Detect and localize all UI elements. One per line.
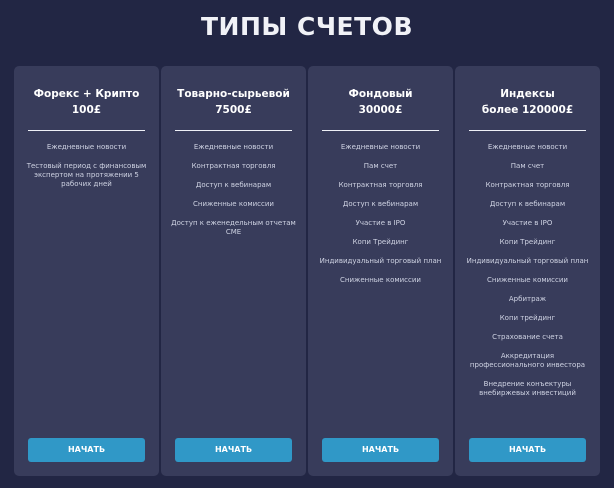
feature-item: Участие в IPO [502, 219, 553, 227]
feature-item: Контрактная торговля [338, 181, 423, 189]
feature-list [316, 143, 445, 295]
card-heading [455, 86, 600, 118]
feature-item: Доступ к вебинарам [489, 200, 566, 208]
feature-item: Сниженные комиссии [193, 200, 274, 208]
feature-list [22, 143, 151, 199]
feature-item: Ежедневные новости [487, 143, 568, 151]
feature-item: Участие в IPO [355, 219, 406, 227]
start-button[interactable]: НАЧАТЬ [28, 438, 145, 462]
feature-item: Копи трейдинг [499, 314, 556, 322]
card-name: Форекс + Крипто [33, 88, 140, 100]
feature-item: Доступ к вебинарам [342, 200, 419, 208]
card-price: 30000£ [358, 104, 403, 116]
start-button[interactable]: НАЧАТЬ [322, 438, 439, 462]
feature-item: Страхование счета [492, 333, 563, 341]
feature-item: Ежедневные новости [340, 143, 421, 151]
card-name: Товарно-сырьевой [177, 88, 290, 100]
feature-item: Индивидуальный торговый план [319, 257, 442, 265]
card-price: 100£ [71, 104, 102, 116]
account-card-commodity [161, 66, 306, 476]
feature-list [169, 143, 298, 247]
card-price: более 120000£ [481, 104, 574, 116]
feature-item: Индивидуальный торговый план [466, 257, 589, 265]
feature-item: Ежедневные новости [193, 143, 274, 151]
feature-item: Копи Трейдинг [499, 238, 556, 246]
feature-list [463, 143, 592, 408]
card-divider [322, 130, 439, 131]
feature-item: Пам счет [363, 162, 398, 170]
account-card-stock [308, 66, 453, 476]
feature-item: Аккредитация профессионального инвестора [469, 352, 586, 369]
start-button[interactable]: НАЧАТЬ [175, 438, 292, 462]
feature-item: Доступ к еженедельным отчетам CME [171, 219, 296, 236]
feature-item: Ежедневные новости [46, 143, 127, 151]
feature-item: Контрактная торговля [191, 162, 276, 170]
feature-item: Контрактная торговля [485, 181, 570, 189]
feature-item: Тестовый период с финансовым экспертом на протяжении 5 рабочих дней [26, 162, 147, 188]
feature-item: Внедрение конъектуры внебиржевых инвестиций [479, 380, 576, 397]
feature-item: Доступ к вебинарам [195, 181, 272, 189]
card-heading [14, 86, 159, 118]
card-divider [28, 130, 145, 131]
start-button[interactable]: НАЧАТЬ [469, 438, 586, 462]
card-divider [175, 130, 292, 131]
account-card-forex-crypto [14, 66, 159, 476]
feature-item: Пам счет [510, 162, 545, 170]
feature-item: Копи Трейдинг [352, 238, 409, 246]
card-name: Индексы [500, 88, 555, 100]
card-heading [161, 86, 306, 118]
card-price: 7500£ [215, 104, 252, 116]
feature-item: Сниженные комиссии [340, 276, 421, 284]
feature-item: Сниженные комиссии [487, 276, 568, 284]
account-card-indices [455, 66, 600, 476]
card-heading [308, 86, 453, 118]
card-divider [469, 130, 586, 131]
page-title: ТИПЫ СЧЕТОВ [201, 12, 413, 41]
card-name: Фондовый [348, 88, 413, 100]
feature-item: Арбитраж [508, 295, 547, 303]
